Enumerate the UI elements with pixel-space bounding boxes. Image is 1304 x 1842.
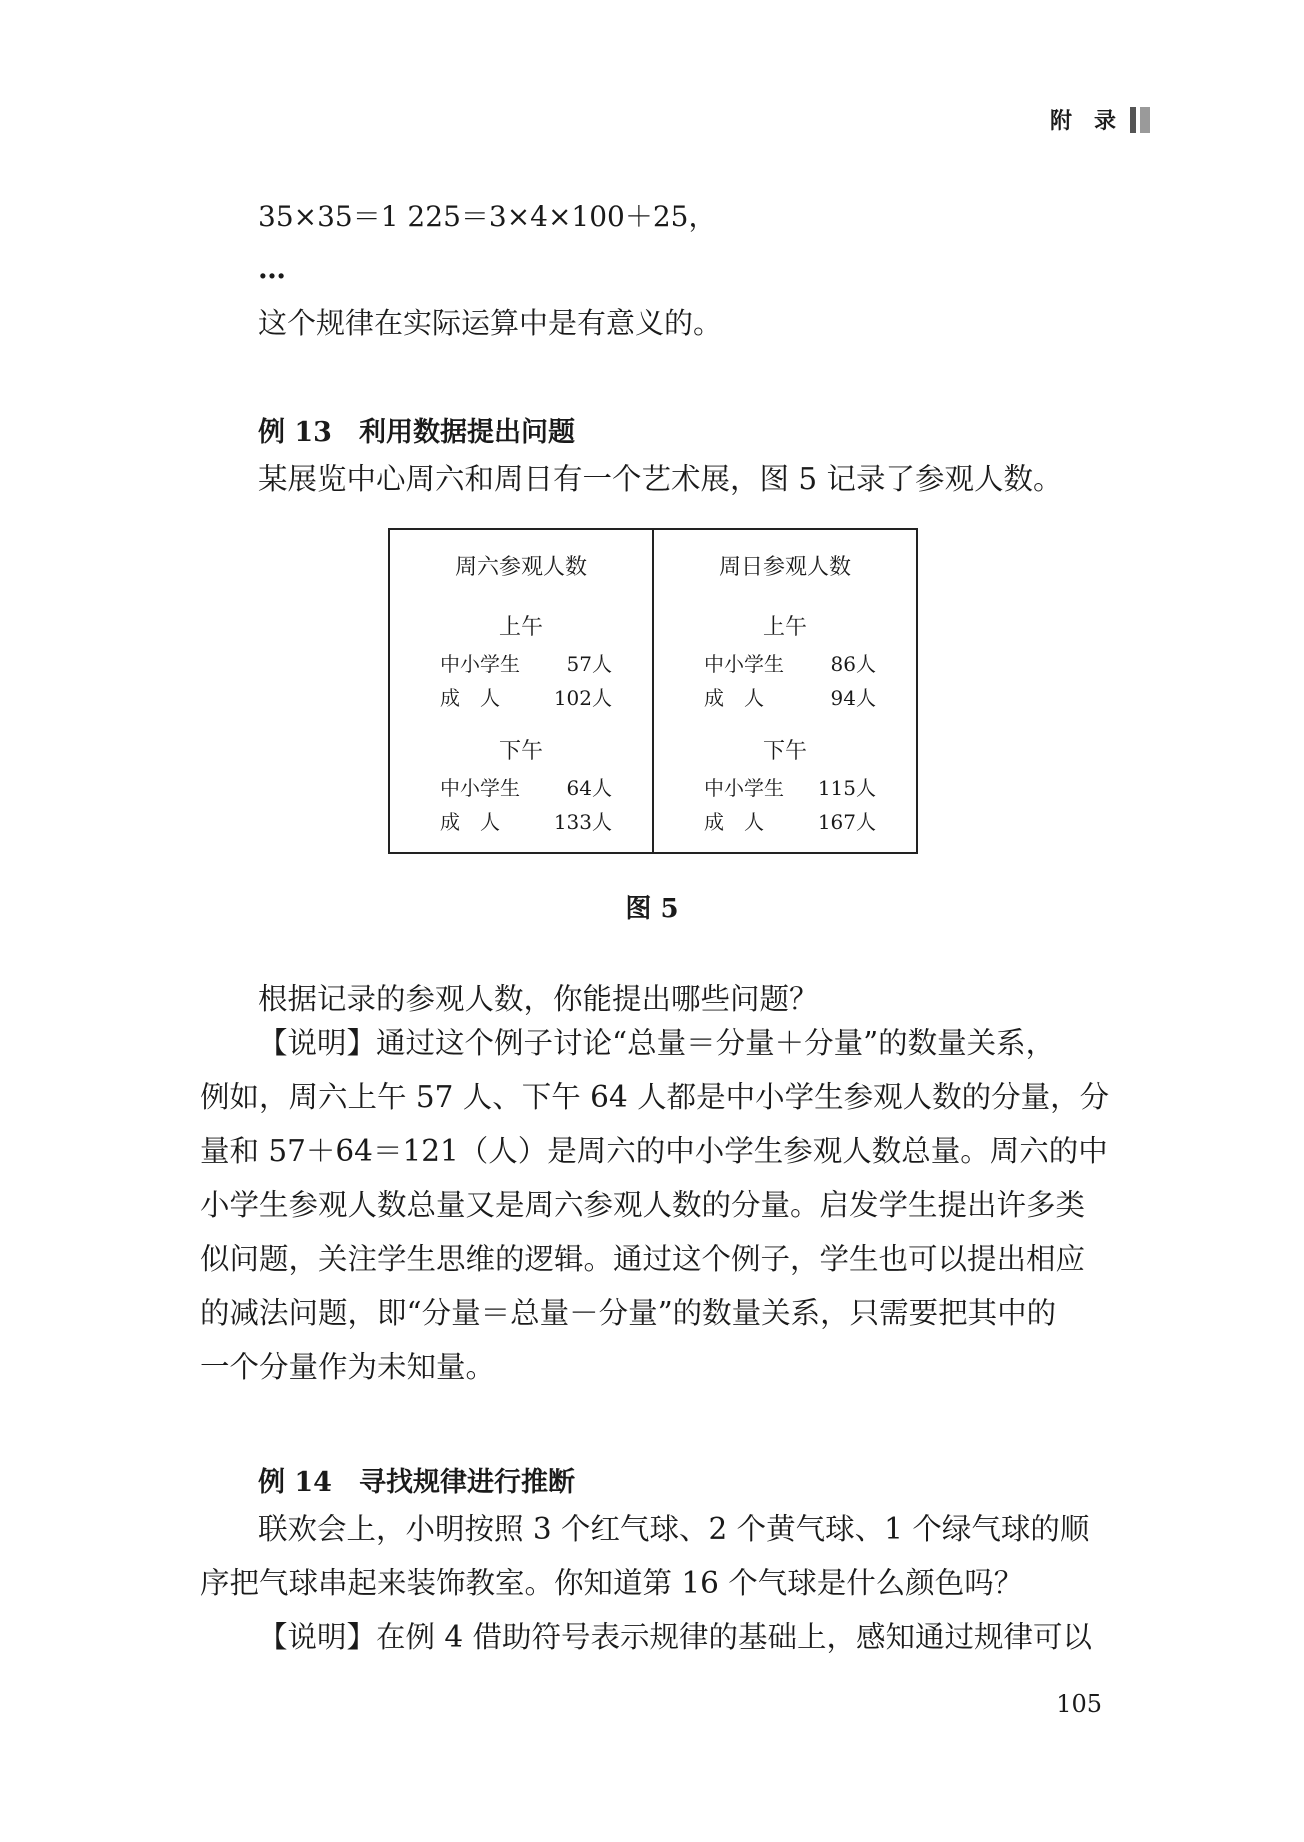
session-label: 上午: [498, 615, 543, 640]
intro-conclusion: 这个规律在实际运算中是有意义的。: [258, 306, 723, 340]
explanation-line: 似问题，关注学生思维的逻辑。通过这个例子，学生也可以提出相应: [200, 1242, 1086, 1276]
count-row: [654, 805, 916, 839]
visitor-count: 64人: [566, 776, 612, 800]
session-label: 下午: [498, 739, 543, 764]
visitor-count: 133人: [553, 810, 612, 834]
explanation-line: 【说明】在例 4 借助符号表示规律的基础上，感知通过规律可以: [258, 1620, 1093, 1654]
explanation-line: 【说明】通过这个例子讨论“总量＝分量＋分量”的数量关系，: [258, 1026, 1056, 1060]
visitor-type: 中小学生: [440, 776, 520, 800]
example13-explanation: [200, 1016, 1109, 1394]
count-row: [390, 647, 652, 681]
explanation-line: 的减法问题，即“分量＝总量－分量”的数量关系，只需要把其中的: [200, 1296, 1057, 1330]
afternoon-session: [390, 734, 652, 839]
count-row: [390, 771, 652, 805]
count-row: [654, 771, 916, 805]
afternoon-session: [654, 734, 916, 839]
visitor-count: 94人: [830, 686, 876, 710]
session-label: 上午: [762, 615, 807, 640]
attendance-figure: [388, 528, 918, 854]
statement-line: 序把气球串起来装饰教室。你知道第 16 个气球是什么颜色吗？: [200, 1566, 1024, 1600]
panel-title: 周日参观人数: [718, 555, 851, 580]
visitor-type: 中小学生: [440, 652, 520, 676]
visitor-count: 57人: [566, 652, 612, 676]
visitor-count: 86人: [830, 652, 876, 676]
visitor-type: 中小学生: [704, 776, 784, 800]
header-bar-light: [1140, 107, 1150, 133]
session-label: 下午: [762, 739, 807, 764]
count-row: [390, 805, 652, 839]
statement-line: 联欢会上，小明按照 3 个红气球、2 个黄气球、1 个绿气球的顺: [258, 1512, 1090, 1546]
example13-heading: 例 13 利用数据提出问题: [258, 417, 575, 448]
explanation-line: 量和 57＋64＝121（人）是周六的中小学生参观人数总量。周六的中: [200, 1134, 1108, 1168]
visitor-type: 成 人: [440, 686, 500, 710]
count-row: [654, 681, 916, 715]
visitor-type: 成 人: [704, 686, 764, 710]
header-bar-dark: [1130, 107, 1136, 133]
morning-session: [390, 610, 652, 715]
section-label: 附 录: [1049, 108, 1116, 134]
running-header: [1050, 104, 1150, 135]
count-row: [654, 647, 916, 681]
visitor-type: 中小学生: [704, 652, 784, 676]
saturday-panel: [390, 530, 652, 852]
ellipsis: …: [258, 252, 286, 285]
explanation-line: 例如，周六上午 57 人、下午 64 人都是中小学生参观人数的分量，分: [200, 1080, 1110, 1114]
example13-question: 根据记录的参观人数，你能提出哪些问题？: [258, 982, 819, 1016]
morning-session: [654, 610, 916, 715]
visitor-count: 167人: [817, 810, 876, 834]
example14-body: [200, 1502, 1092, 1664]
example14-heading: 例 14 寻找规律进行推断: [258, 1467, 575, 1498]
visitor-count: 102人: [553, 686, 612, 710]
visitor-type: 成 人: [440, 810, 500, 834]
formula-line: 35×35＝1 225＝3×4×100＋25，: [258, 200, 717, 233]
explanation-line: 一个分量作为未知量。: [200, 1350, 496, 1384]
sunday-panel: [652, 530, 916, 852]
visitor-count: 115人: [817, 776, 876, 800]
figure-caption: 图 5: [625, 894, 679, 924]
page-number: 105: [1056, 1690, 1102, 1718]
example13-statement: 某展览中心周六和周日有一个艺术展，图 5 记录了参观人数。: [258, 462, 1063, 496]
explanation-line: 小学生参观人数总量又是周六参观人数的分量。启发学生提出许多类: [200, 1188, 1086, 1222]
count-row: [390, 681, 652, 715]
panel-title: 周六参观人数: [454, 555, 587, 580]
visitor-type: 成 人: [704, 810, 764, 834]
